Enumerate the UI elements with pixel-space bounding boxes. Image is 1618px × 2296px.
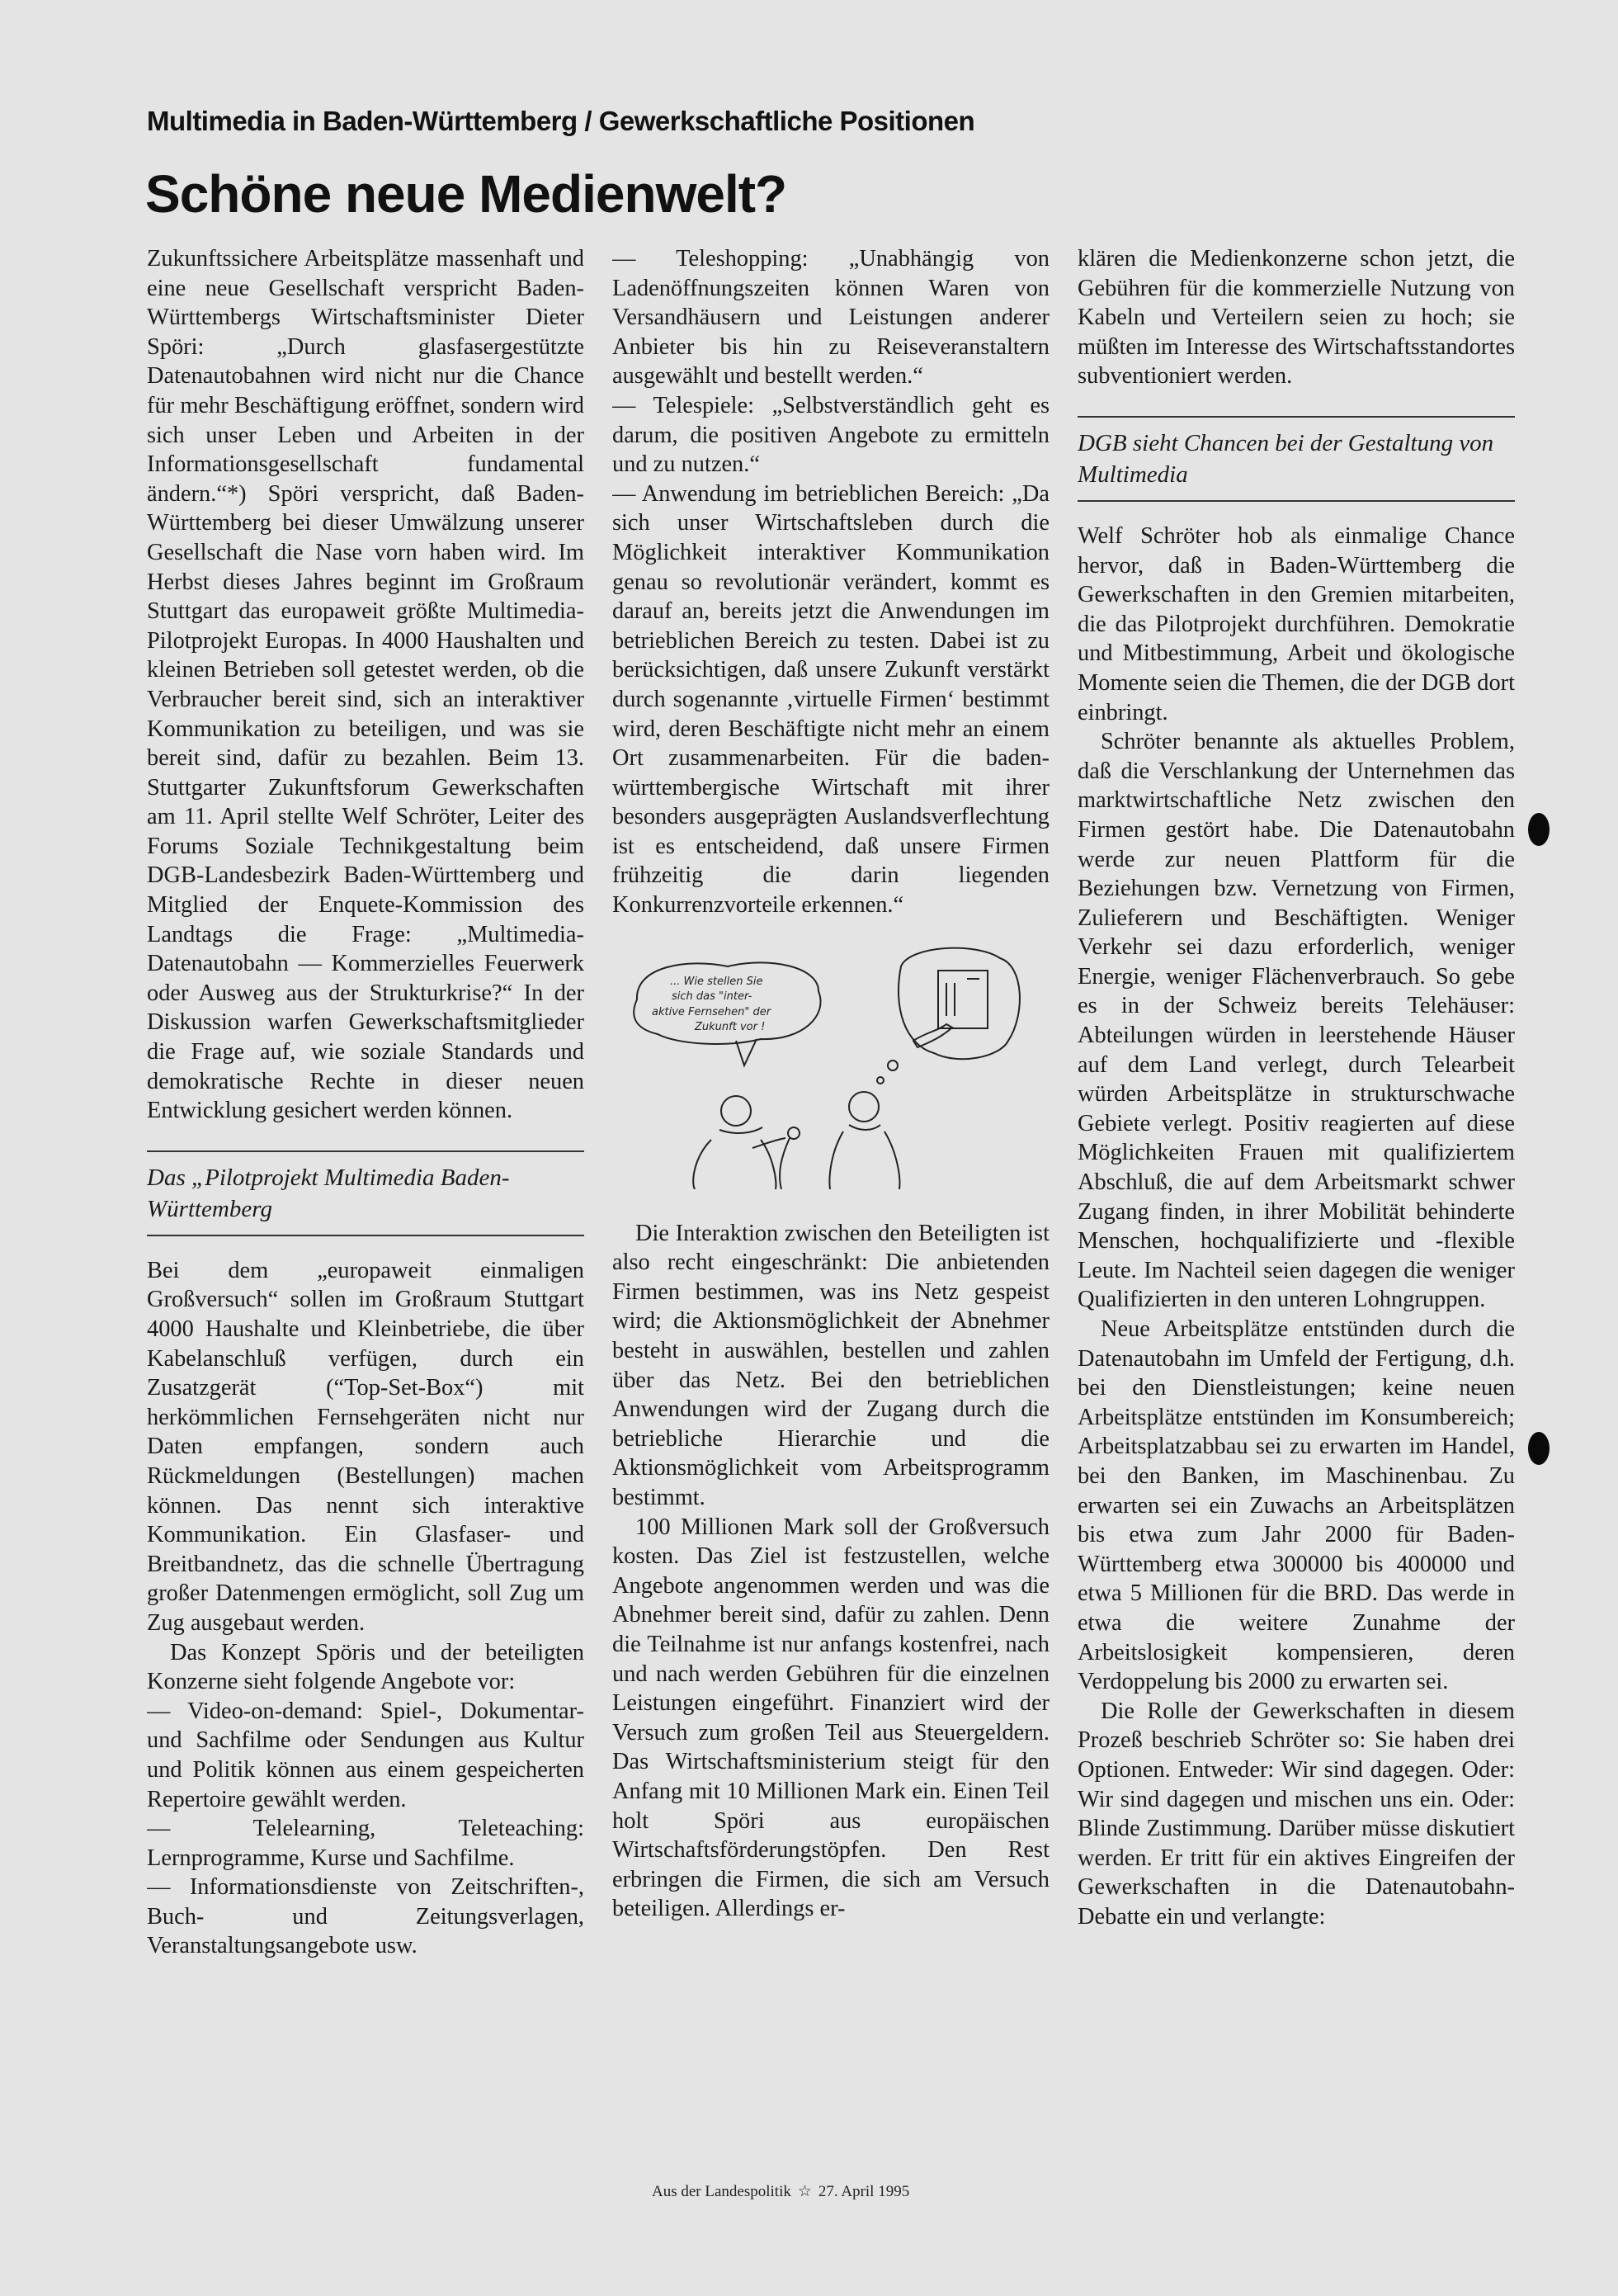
- subheading: Das „Pilotprojekt Multimedia Baden-Württemberg: [147, 1164, 510, 1222]
- interviewer-head: [721, 1096, 751, 1126]
- divider: [147, 1150, 584, 1152]
- paragraph: Zukunftssichere Arbeitsplätze massenhaft und eine neue Gesellschaft verspricht Baden-Württembergs Wirtschaftsminister Dieter Spöri: „Durch glasfasergestützte Datenautobahnen wird nicht nur die Chance für mehr Beschäftigung eröffnet, sondern wird sich unser Leben und Arbeiten in der Informationsgesellschaft fundamental ändern.“*) Spöri verspricht, daß Baden-Württemberg bei dieser Umwälzung unserer Gesellschaft die Nase vorn haben wird. Im Herbst dieses Jahres beginnt im Großraum Stuttgart das europaweit größte Multimedia-Pilotprojekt Europas. In 4000 Haushalten und kleinen Betrieben soll getestet werden, ob die Verbraucher bereit sind, sich an interaktiver Kommunikation zu beteiligen, und was sie bereit sind, dafür zu bezahlen. Beim 13. Stuttgarter Zukunftsforum Gewerkschaften am 11. April stellte Welf Schröter, Leiter des Forums Soziale Technikgestaltung beim DGB-Landesbezirk Baden-Württemberg und Mitglied der Enquete-Kommission des Landtags die Frage: „Multimedia-Datenautobahn — Kommerzielles Feuerwerk oder Ausweg aus der Strukturkrise?“ In der Diskussion warfen Gewerkschaftsmitglieder die Frage auf, wie soziale Standards und demokratische Rechte in dieser neuen Entwicklung gesichert werden können.: [147, 246, 584, 1124]
- list-item: — Telespiele: „Selbstverständlich geht es darum, die positiven Angebote zu ermitteln und zu nutzen.“: [612, 392, 1050, 478]
- divider: [1078, 500, 1515, 502]
- interviewee-head: [849, 1092, 879, 1122]
- microphone: [788, 1127, 800, 1139]
- subheading: DGB sieht Chancen bei der Gestaltung von Multimedia: [1078, 429, 1494, 488]
- list-item: — Informationsdienste von Zeitschriften-, Buch- und Zeitungsverlagen, Veranstaltungsangebote usw.: [147, 1874, 584, 1959]
- paragraph: Neue Arbeitsplätze entstünden durch die Datenautobahn im Umfeld der Fertigung, d.h. bei den Dienstleistungen; keine neuen Arbeitsplätze entstünden im Konsumbereich; Arbeitsplatzabbau sei zu erwarten im Handel, bei den Banken, im Maschinenbau. Zu erwarten sei ein Zuwachs an Arbeitsplätzen bis etwa zum Jahr 2000 für Baden-Württemberg etwa 300000 bis 400000 und etwa 5 Millionen für die BRD. Das werde in etwa die weitere Zunahme der Arbeitslosigkeit kompensieren, deren Verdoppelung bis 2000 zu erwarten sei.: [1078, 1316, 1515, 1695]
- paragraph: Das Konzept Spöris und der beteiligten Konzerne sieht folgende Angebote vor:: [147, 1639, 584, 1695]
- divider: [147, 1235, 584, 1236]
- footer-date: 27. April 1995: [818, 2183, 910, 2200]
- punch-hole: [1528, 813, 1550, 846]
- punch-hole: [1528, 1432, 1550, 1465]
- star-icon: ☆: [797, 2183, 812, 2200]
- column-1: [147, 244, 584, 2142]
- thought-bubble: [899, 947, 1020, 1059]
- list-item: — Telelearning, Teleteaching: Lernprogramme, Kurse und Sachfilme.: [147, 1816, 584, 1871]
- footer-source: Aus der Landespolitik: [652, 2183, 791, 2200]
- list-item: — Teleshopping: „Unabhängig von Ladenöffnungszeiten können Waren von Versandhäusern und Leistungen anderer Anbieter bis hin zu Reiseveranstaltern ausgewählt und bestellt werden.“: [612, 246, 1050, 390]
- paragraph: Bei dem „europaweit einmaligen Großversuch“ sollen im Großraum Stuttgart 4000 Haushalte und Kleinbetriebe, die über Kabelanschluß verfügen, durch ein Zusatzgerät (“Top-Set-Box“) mit herkömmlichen Fernsehgeräten nicht nur Daten empfangen, sondern auch Rückmeldungen (Bestellungen) machen können. Das nennt sich interaktive Kommunikation. Ein Glasfaser- und Breitbandnetz, das die schnelle Übertragung großer Datenmengen ermöglicht, soll Zug um Zug ausgebaut werden.: [147, 1257, 584, 1636]
- paragraph: Schröter benannte als aktuelles Problem, daß die Verschlankung der Unternehmen das marktwirtschaftliche Netz zwischen den Firmen gestört habe. Die Datenautobahn werde zur neuen Plattform für die Beziehungen bzw. Vernetzung von Firmen, Zulieferern und Beschäftigten. Weniger Verkehr sei dazu erforderlich, weniger Energie, weniger Flächenverbrauch. So gebe es in der Schweiz bereits Telehäuser: Abteilungen würden in leerstehende Häuser auf dem Land verlegt, durch Telearbeit würden Arbeitsplätze in strukturschwache Gebiete verlegt. Positiv reagierten auf diese Möglichkeiten Frauen mit qualifiziertem Abschluß, die auf dem Arbeitsmarkt schwer Zugang finden, in ihrer Mobilität behinderte Menschen, hochqualifizierte und -flexible Leute. Im Nachteil seien dagegen die weniger Qualifizierten in den unteren Lohngruppen.: [1078, 729, 1515, 1313]
- page-title: Schöne neue Medienwelt?: [145, 164, 787, 224]
- column-3: [1078, 244, 1515, 2142]
- cartoon-text-2: sich das "inter-: [672, 990, 752, 1003]
- paragraph: klären die Medienkonzerne schon jetzt, die Gebühren für die kommerzielle Nutzung von Kabeln und Verteilern seien zu hoch; sie müßten im Interesse des Wirtschaftsstandortes subventioniert werden.: [1078, 246, 1515, 390]
- column-2: [612, 244, 1050, 2142]
- list-item: — Anwendung im betrieblichen Bereich: „Da sich unser Wirtschaftsleben durch die Möglichkeit interaktiver Kommunikation genau so revolutionär verändert, kommt es darauf an, bereits jetzt die Anwendungen im betrieblichen Bereich zu testen. Dabei ist zu berücksichtigen, daß unsere Zukunft verstärkt durch sogenannte ‚virtuelle Firmen‘ bestimmt wird, deren Beschäftigte nicht mehr an einem Ort zusammenarbeiten. Für die baden-württembergische Wirtschaft mit ihrer besonders ausgeprägten Auslandsverflechtung ist es entscheidend, daß unsere Firmen frühzeitig die darin liegenden Konkurrenzvorteile erkennen.“: [612, 480, 1050, 919]
- paragraph: Die Rolle der Gewerkschaften in diesem Prozeß beschrieb Schröter so: Sie haben drei Optionen. Entweder: Wir sind dagegen. Oder: Wir sind dagegen und mischen uns ein. Oder: Blinde Zustimmung. Darüber müsse diskutiert werden. Er tritt für ein aktives Eingreifen der Gewerkschaften in die Datenautobahn-Debatte ein und verlangte:: [1078, 1698, 1515, 1930]
- cartoon-text-4: Zukunft vor !: [695, 1020, 766, 1033]
- cartoon-text-3: aktive Fernsehen" der: [652, 1005, 771, 1018]
- divider: [1078, 416, 1515, 418]
- paragraph: 100 Millionen Mark soll der Großversuch kosten. Das Ziel ist festzustellen, welche Angebote angenommen werden und was die Abnehmer bereit sind, dafür zu zahlen. Denn die Teilnahme ist nur anfangs kostenfrei, nach und nach werden Gebühren für die einzelnen Leistungen eingeführt. Finanziert wird der Versuch zum großen Teil aus Steuergeldern. Das Wirtschaftsministerium steigt für den Anfang mit 10 Millionen Mark ein. Einen Teil holt Spöri aus europäischen Wirtschaftsförderungstöpfen. Den Rest erbringen die Firmen, die sich am Versuch beteiligen. Allerdings er-: [612, 1514, 1050, 1922]
- paragraph: Die Interaktion zwischen den Beteiligten ist also recht eingeschränkt: Die anbietenden Firmen bestimmen, was ins Netz gespeist wird; die Aktionsmöglichkeit der Abnehmer besteht in auswählen, bestellen und zahlen über das Netz. Bei den betrieblichen Anwendungen wird der Zugang durch die betriebliche Hierarchie und die Aktionsmöglichkeit vom Arbeitsprogramm bestimmt.: [612, 1220, 1050, 1510]
- paragraph: Welf Schröter hob als einmalige Chance hervor, daß in Baden-Württemberg die Gewerkschaften in den Gremien mitarbeiten, die das Pilotprojekt durchführen. Demokratie und Mitbestimmung, Arbeit und ökologische Momente seien die Themen, die der DGB dort einbringt.: [1078, 522, 1515, 725]
- kicker-line: Multimedia in Baden-Württemberg / Gewerkschaftliche Positionen: [147, 106, 975, 136]
- list-item: — Video-on-demand: Spiel-, Dokumentar- und Sachfilme oder Sendungen aus Kultur und Politik können aus einem gespeicherten Repertoire gewählt werden.: [147, 1698, 584, 1812]
- cartoon-text-1: ... Wie stellen Sie: [670, 975, 763, 988]
- cartoon-illustration: [612, 942, 1050, 1189]
- page-footer: [652, 2182, 909, 2201]
